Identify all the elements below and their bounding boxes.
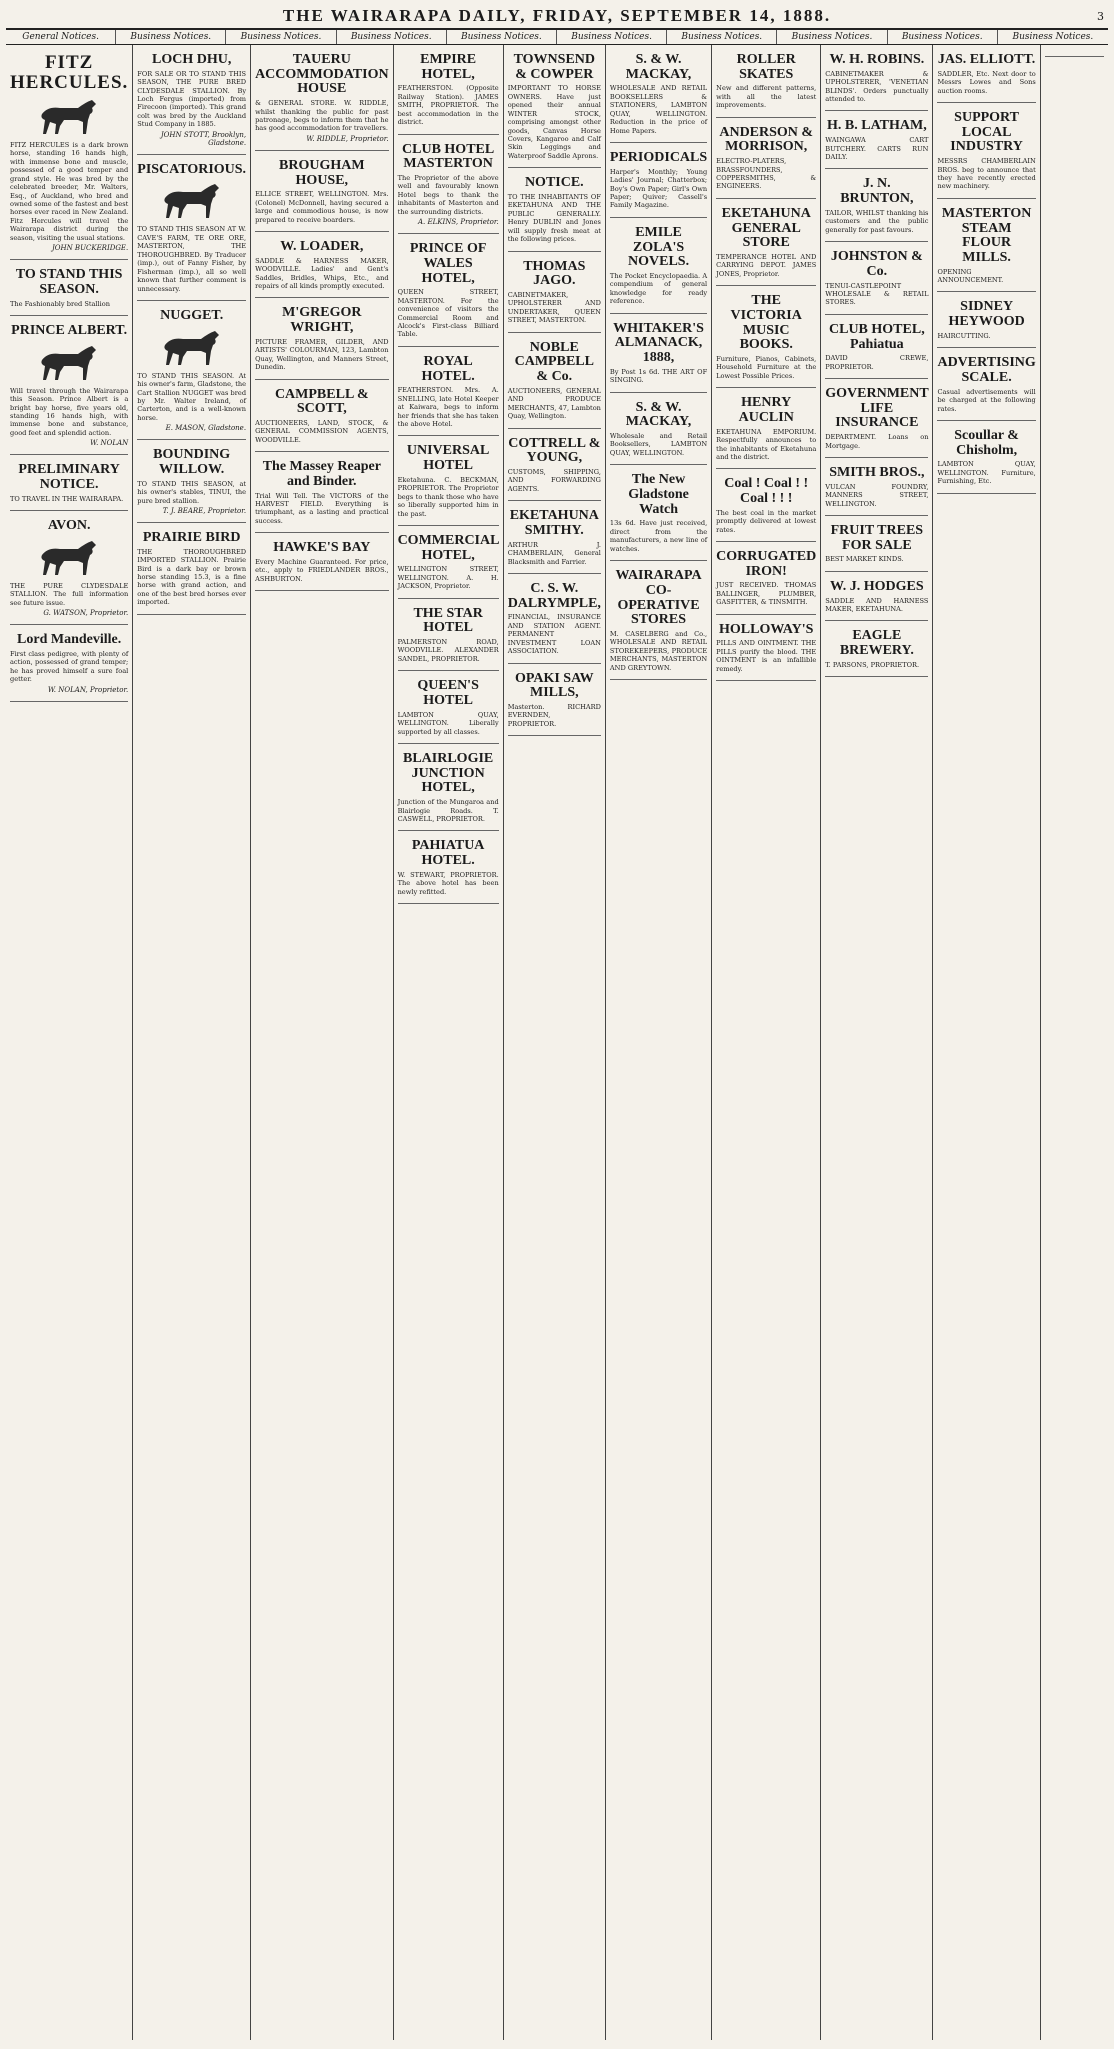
ad-title: PRELIMINARY NOTICE. xyxy=(18,462,120,492)
ad-body: JUST RECEIVED. THOMAS BALLINGER, PLUMBER, GASFITTER, & TINSMITH. xyxy=(716,581,817,607)
ad-title: HOLLOWAY'S xyxy=(719,621,814,637)
advertisement xyxy=(255,301,389,379)
newspaper-column xyxy=(394,45,504,2040)
horse-illustration xyxy=(157,180,227,222)
ad-body: TENUI-CASTLEPOINT WHOLESALE & RETAIL STORES. xyxy=(825,281,929,307)
advertisement xyxy=(825,48,928,111)
newspaper-column xyxy=(504,45,606,2040)
ad-body: PILLS AND OINTMENT. THE PILLS purify the blood. THE OINTMENT is an infallible remedy. xyxy=(716,639,817,673)
ad-body: LAMBTON QUAY, WELLINGTON. Liberally supported by all classes. xyxy=(397,710,499,736)
advertisement xyxy=(255,154,389,232)
advertisement xyxy=(825,172,928,242)
ad-title: CLUB HOTEL, Pahiatua xyxy=(829,321,925,352)
ad-body: DAVID CREWE, PROPRIETOR. xyxy=(825,354,929,371)
ad-title: J. N. BRUNTON, xyxy=(840,176,914,207)
ad-title: SUPPORT LOCAL INDUSTRY xyxy=(950,110,1023,155)
ad-title: SMITH BROS., xyxy=(829,465,925,480)
ad-body: Casual advertisements will be charged at the following rates. xyxy=(937,387,1036,413)
ad-body: Eketahuna. C. BECKMAN, PROPRIETOR. The Proprietor begs to thank those who have so liberally supported him in the past. xyxy=(397,475,499,518)
ad-title: S. & W. MACKAY, xyxy=(625,399,692,430)
ad-title: WAIRARAPA CO-OPERATIVE STORES xyxy=(615,568,702,628)
ad-title: PRINCE ALBERT. xyxy=(11,322,128,338)
ad-title: FRUIT TREES FOR SALE xyxy=(830,523,924,553)
ad-title: EMPIRE HOTEL, xyxy=(420,52,477,82)
ad-title: ANDERSON & MORRISON, xyxy=(719,124,814,155)
ad-body: BEST MARKET KINDS. xyxy=(825,555,904,564)
newspaper-column xyxy=(6,45,133,2040)
ad-signature: W. RIDDLE, Proprietor. xyxy=(306,134,389,143)
ad-signature: A. ELKINS, Proprietor. xyxy=(417,218,499,227)
advertisement xyxy=(10,628,128,701)
ad-title: THOMAS JAGO. xyxy=(523,258,586,289)
ad-title: GOVERNMENT LIFE INSURANCE xyxy=(825,386,929,431)
ad-body: FEATHERSTON. (Opposite Railway Station). JAMES SMITH, PROPRIETOR. The best accommodation in the district. xyxy=(397,84,499,127)
advertisement xyxy=(508,255,601,333)
ad-body: THE PURE CLYDESDALE STALLION. The full information see future issue. xyxy=(10,581,129,607)
advertisement xyxy=(137,304,246,440)
ad-body: MESSRS CHAMBERLAIN BROS. beg to announce that they have recently erected new machinery. xyxy=(937,157,1036,191)
ad-title: TO STAND THIS SEASON. xyxy=(15,267,123,297)
advertisement xyxy=(508,48,601,168)
ad-body: CABINETMAKER & UPHOLSTERER, 'VENETIAN BLINDS'. Orders punctually attended to. xyxy=(825,69,929,103)
horse-illustration xyxy=(34,537,104,579)
ad-signature: JOHN BUCKERIDGE. xyxy=(51,244,129,253)
ad-title: PAHIATUA HOTEL. xyxy=(411,838,485,869)
advertisement xyxy=(825,382,928,458)
advertisement xyxy=(610,396,707,466)
page-number: 3 xyxy=(1097,10,1104,23)
advertisement xyxy=(508,432,601,502)
advertisement xyxy=(610,317,707,393)
advertisement xyxy=(937,424,1035,494)
advertisement xyxy=(10,48,128,260)
newspaper-column xyxy=(133,45,251,2040)
ad-body: PICTURE FRAMER, GILDER, AND ARTISTS' COLOURMAN, 123, Lambton Quay, Wellington, and Manners Street, Dunedin. xyxy=(255,337,389,372)
ad-title: THE VICTORIA MUSIC BOOKS. xyxy=(730,293,802,353)
ad-title: NOTICE. xyxy=(524,175,584,191)
ad-title: BOUNDING WILLOW. xyxy=(153,447,231,477)
advertisement xyxy=(137,158,246,301)
ad-body: QUEEN STREET, MASTERTON. For the convenience of visitors the Commercial Room and Alcock's First-class Billiard Table. xyxy=(397,288,499,339)
advertisement xyxy=(716,121,816,199)
ad-body: Masterton. RICHARD EVERNDEN, PROPRIETOR. xyxy=(507,702,601,728)
advertisement xyxy=(937,295,1035,348)
ad-body: ARTHUR J. CHAMBERLAIN, General Blacksmith and Farrier. xyxy=(507,540,601,566)
newspaper-column xyxy=(821,45,933,2040)
advertisement xyxy=(937,202,1035,293)
horse-illustration xyxy=(34,96,104,138)
ad-title: PRINCE OF WALES HOTEL, xyxy=(409,241,487,286)
advertisement xyxy=(716,618,816,681)
ad-body: ELECTRO-PLATERS, BRASSFOUNDERS, COPPERSMITHS, & ENGINEERS. xyxy=(716,157,817,191)
ad-body: CUSTOMS, SHIPPING, AND FORWARDING AGENTS. xyxy=(507,467,601,493)
column-heading: Business Notices. xyxy=(557,30,667,44)
ad-title: PRAIRIE BIRD xyxy=(142,529,241,545)
advertisement xyxy=(716,202,816,286)
advertisement xyxy=(825,575,928,622)
ad-title: FITZ HERCULES. xyxy=(10,52,129,93)
advertisement xyxy=(398,48,499,135)
ad-body: SADDLER, Etc. Next door to Messrs Lowes and Sons auction rooms. xyxy=(937,69,1036,95)
ad-body: HAIRCUTTING. xyxy=(937,331,991,340)
ad-title: ROYAL HOTEL. xyxy=(421,353,475,384)
ad-body: AUCTIONEERS, GENERAL AND PRODUCE MERCHANTS, 47, Lambton Quay, Wellington. xyxy=(507,386,601,421)
advertisement xyxy=(937,351,1035,421)
advertisement xyxy=(398,747,499,831)
ad-body: & GENERAL STORE. W. RIDDLE, whilst thanking the public for past patronage, begs to inform them that he has good accommodation for travellers. xyxy=(255,99,389,133)
ad-body: IMPORTANT TO HORSE OWNERS. Have just opened their annual WINTER STOCK, comprising amongst other goods, Canvas Horse Covers, Kangaroo and Calf Skin Leggings and Waterproof Saddle Aprons. xyxy=(507,84,601,160)
newspaper-column xyxy=(251,45,394,2040)
ad-title: COTTRELL & YOUNG, xyxy=(508,435,601,466)
ad-title: EKETAHUNA GENERAL STORE xyxy=(721,205,811,251)
ad-body: W. STEWART, PROPRIETOR. The above hotel has been newly refitted. xyxy=(397,870,499,896)
ad-title: NOBLE CAMPBELL & Co. xyxy=(514,339,594,385)
advertisement xyxy=(255,455,389,533)
ad-body: 13s 6d. Have just received, direct from the manufacturers, a new line of watches. xyxy=(609,519,708,553)
ad-body: TO STAND THIS SEASON AT W. CAVE'S FARM, TE ORE ORE, MASTERTON, THE THOROUGHBRED. By Traducer (imp.), out of Fanny Fisher, by Fisherman (imp.), all so well known that further comment is unnecessary. xyxy=(137,225,247,293)
ad-body: FEATHERSTON. Mrs. A. SNELLING, late Hotel Keeper at Kaiwara, begs to inform her friends that she has taken the above Hotel. xyxy=(397,386,499,428)
advertisement xyxy=(255,235,389,298)
advertisement xyxy=(398,350,499,437)
ad-title: THE STAR HOTEL xyxy=(413,605,483,636)
ad-title: EMILE ZOLA'S NOVELS. xyxy=(628,224,690,270)
advertisement xyxy=(716,472,816,542)
ad-body: DEPARTMENT. Loans on Mortgage. xyxy=(825,433,929,450)
ad-body: Harper's Monthly; Young Ladies' Journal; Chatterbox; Boy's Own Paper; Girl's Own Paper; Quiver; Cassell's Family Magazine. xyxy=(609,167,708,210)
ad-title: PERIODICALS xyxy=(609,150,708,165)
column-heading: Business Notices. xyxy=(447,30,557,44)
ad-body: Every Machine Guaranteed. For price, etc., apply to FRIEDLANDER BROS., ASHBURTON. xyxy=(255,558,389,583)
ad-body: Will travel through the Wairarapa this Season. Prince Albert is a bright bay horse, five years old, standing 16 hands high, with immense bone and substance, good feet and splendid action. xyxy=(10,386,129,437)
ad-signature: W. NOLAN, Proprietor. xyxy=(47,685,129,694)
advertisement xyxy=(610,221,707,314)
ad-title: CORRUGATED IRON! xyxy=(716,549,817,579)
ad-title: EAGLE BREWERY. xyxy=(839,628,914,659)
advertisement xyxy=(398,834,499,904)
ad-body: TO STAND THIS SEASON, at his owner's stables, TINUI, the pure bred stallion. xyxy=(137,479,247,505)
advertisement xyxy=(610,48,707,143)
ad-body: EKETAHUNA EMPORIUM. Respectfully announces to the inhabitants of Eketahuna and the district. xyxy=(716,427,817,461)
ad-body: FOR SALE OR TO STAND THIS SEASON, THE PURE BRED CLYDESDALE STALLION. By Loch Fergus (imported) from Firecoon (imported). This grand colt was bred by the Auckland Stud Company in 1885. xyxy=(137,69,247,129)
ad-title: C. S. W. DALRYMPLE, xyxy=(507,580,601,611)
ad-body: LAMBTON QUAY, WELLINGTON. Furniture, Furnishing, Etc. xyxy=(937,460,1036,486)
newspaper-column xyxy=(712,45,821,2040)
advertisement xyxy=(10,319,128,455)
ad-body: T. PARSONS, PROPRIETOR. xyxy=(825,660,920,669)
column-heading: Business Notices. xyxy=(1012,32,1094,42)
ad-body: First class pedigree, with plenty of action, possessed of grand temper; he has proved himself a sure foal getter. xyxy=(10,649,129,684)
column-heading: Business Notices. xyxy=(777,30,887,44)
ad-title: JAS. ELLIOTT. xyxy=(937,52,1036,67)
advertisement xyxy=(398,138,499,235)
advertisement xyxy=(255,48,389,151)
ad-body: Junction of the Mungaroa and Blairlogie Roads. T. CASWELL, PROPRIETOR. xyxy=(397,798,499,823)
newspaper-column xyxy=(933,45,1040,2040)
ad-body: FINANCIAL, INSURANCE AND STATION AGENT. PERMANENT INVESTMENT LOAN ASSOCIATION. xyxy=(507,613,601,656)
ad-body: TEMPERANCE HOTEL AND CARRYING DEPOT. JAMES JONES, Proprietor. xyxy=(716,252,817,278)
ad-title: PISCATORIOUS. xyxy=(137,161,247,177)
ad-body: Trial Will Tell. The VICTORS of the HARVEST FIELD. Everything is triumphant, as a lasting and practical success. xyxy=(255,491,389,525)
advertisement xyxy=(825,114,928,169)
advertisement xyxy=(716,391,816,469)
ad-body: WHOLESALE AND RETAIL BOOKSELLERS & STATIONERS, LAMBTON QUAY, WELLINGTON. Reduction in the price of Home Papers. xyxy=(609,84,708,135)
column-heading: Business Notices. xyxy=(116,30,226,44)
advertisement xyxy=(255,536,389,591)
horse-illustration xyxy=(34,342,104,384)
ad-title: EKETAHUNA SMITHY. xyxy=(509,508,599,538)
ad-title: TAUERU ACCOMMODATION HOUSE xyxy=(255,52,389,97)
ad-body: THE THOROUGHBRED IMPORTED STALLION. Prairie Bird is a dark bay or brown horse standing 15.3, is a fine horse with grand action, and one of the best bred horses ever imported. xyxy=(137,547,247,607)
ad-body: SADDLE & HARNESS MAKER, WOODVILLE. Ladies' and Gent's Saddles, Bridles, Whips, Etc., and repairs of all kinds promptly executed. xyxy=(255,256,389,290)
ad-title: H. B. LATHAM, xyxy=(827,118,927,134)
ad-signature: T. J. BEARE, Proprietor. xyxy=(162,506,247,515)
advertisement xyxy=(825,318,928,379)
column-heading: Business Notices. xyxy=(226,30,336,44)
advertisement xyxy=(610,146,707,218)
newspaper-column xyxy=(1041,45,1108,2040)
advertisement xyxy=(825,245,928,315)
advertisement xyxy=(10,514,128,625)
ad-title: ADVERTISING SCALE. xyxy=(937,355,1036,385)
column-heading: Business Notices. xyxy=(667,30,777,44)
masthead xyxy=(6,4,1108,30)
column-heading: Business Notices. xyxy=(337,30,447,44)
advertisement xyxy=(937,48,1035,103)
newspaper-column xyxy=(606,45,712,2040)
ad-body: ELLICE STREET, WELLINGTON. Mrs. (Colonel) McDonnell, having secured a large and commodious house, is now prepared to receive boarders. xyxy=(255,190,389,224)
advertisement xyxy=(508,667,601,737)
ad-title: MASTERTON STEAM FLOUR MILLS. xyxy=(941,205,1032,265)
ad-title: TOWNSEND & COWPER xyxy=(513,52,596,82)
ad-title: CLUB HOTEL MASTERTON xyxy=(402,141,495,172)
ad-signature: JOHN STOTT, Brooklyn, Gladstone. xyxy=(160,130,247,147)
advertisement xyxy=(255,383,389,453)
ad-title: HAWKE'S BAY xyxy=(273,540,371,556)
ad-title: W. H. ROBINS. xyxy=(829,52,925,67)
ad-title: HENRY AUCLIN xyxy=(738,395,794,425)
ad-title: COMMERCIAL HOTEL, xyxy=(397,532,500,563)
advertisement xyxy=(398,602,499,672)
ad-body: VULCAN FOUNDRY, MANNERS STREET, WELLINGTON. xyxy=(825,482,929,508)
ad-title: BLAIRLOGIE JUNCTION HOTEL, xyxy=(403,751,494,796)
ad-body: SADDLE AND HARNESS MAKER, EKETAHUNA. xyxy=(825,596,929,613)
ad-title: Coal ! Coal ! ! Coal ! ! ! xyxy=(724,476,809,507)
advertisement xyxy=(1045,48,1104,57)
advertisement xyxy=(398,439,499,526)
ad-title: LOCH DHU, xyxy=(151,52,232,67)
ad-title: JOHNSTON & Co. xyxy=(830,249,923,279)
column-headings xyxy=(6,30,1108,45)
advertisement xyxy=(610,468,707,561)
ad-title: W. J. HODGES xyxy=(830,578,924,594)
ad-title: AVON. xyxy=(47,518,91,534)
advertisement xyxy=(937,106,1035,199)
advertisement xyxy=(825,519,928,572)
advertisement xyxy=(508,504,601,574)
ad-body: Furniture, Pianos, Cabinets, Household Furniture at the Lowest Possible Prices. xyxy=(716,354,817,380)
ad-body: By Post 1s 6d. THE ART OF SINGING. xyxy=(609,367,708,385)
ad-body: New and different patterns, with all the latest improvements. xyxy=(716,84,817,110)
ad-title: The Massey Reaper and Binder. xyxy=(262,459,381,489)
ad-body: TAILOR, WHILST thanking his customers and the public generally for past favours. xyxy=(825,208,929,234)
advertisement xyxy=(398,674,499,744)
ad-title: W. LOADER, xyxy=(280,238,364,254)
advertisement xyxy=(508,577,601,664)
ad-title: Lord Mandeville. xyxy=(17,632,122,648)
advertisement xyxy=(508,336,601,429)
columns xyxy=(6,45,1108,2040)
ad-body: TO STAND THIS SEASON. At his owner's farm, Gladstone, the Cart Stallion NUGGET was bred by Mr. Walter Ireland, of Carterton, and is a well-known horse. xyxy=(137,371,247,422)
ad-body: The Pocket Encyclopaedia. A compendium of general knowledge for ready reference. xyxy=(609,271,708,306)
ad-body: FITZ HERCULES is a dark brown horse, standing 16 hands high, with immense bone and muscle, possessed of a good temper and grand style. He was bred by the celebrated breeder, Mr. Walters, Esq., of Auckland, who bred and owned some of the fastest and best horses ever raced in New Zealand. Fitz Hercules will travel the Wairarapa district during the season, visiting the usual stations. xyxy=(10,140,129,242)
ad-body: AUCTIONEERS, LAND, STOCK, & GENERAL COMMISSION AGENTS, WOODVILLE. xyxy=(255,418,389,444)
ad-body: WAINGAWA CART BUTCHERY. CARTS RUN DAILY. xyxy=(825,136,929,161)
masthead-title: THE WAIRARAPA DAILY, FRIDAY, SEPTEMBER 14, 1888. xyxy=(282,6,832,25)
ad-body: Wholesale and Retail Booksellers, LAMBTON QUAY, WELLINGTON. xyxy=(609,432,708,457)
advertisement xyxy=(825,624,928,677)
ad-body: CABINETMAKER, UPHOLSTERER AND UNDERTAKER, QUEEN STREET, MASTERTON. xyxy=(507,291,601,325)
ad-body: OPENING ANNOUNCEMENT. xyxy=(937,267,1004,284)
ad-title: QUEEN'S HOTEL xyxy=(417,678,479,708)
ad-title: ROLLER SKATES xyxy=(736,52,796,82)
ad-body: The Fashionably bred Stallion xyxy=(10,299,110,308)
ad-body: The best coal in the market promptly delivered at lowest rates. xyxy=(716,508,817,534)
advertisement xyxy=(137,443,246,523)
ad-body: TO TRAVEL IN THE WAIRARAPA. xyxy=(10,494,124,503)
advertisement xyxy=(508,171,601,251)
ad-title: SIDNEY HEYWOOD xyxy=(948,299,1025,330)
ad-body: WELLINGTON STREET, WELLINGTON. A. H. JACKSON, Proprietor. xyxy=(397,565,499,591)
advertisement xyxy=(716,289,816,388)
advertisement xyxy=(610,564,707,680)
ad-body: The Proprietor of the above well and favourably known Hotel begs to thank the inhabitants of Masterton and the surrounding districts. xyxy=(397,173,499,216)
ad-title: M'GREGOR WRIGHT, xyxy=(282,305,362,336)
advertisement xyxy=(825,461,928,516)
advertisement xyxy=(398,529,499,599)
ad-title: CAMPBELL & SCOTT, xyxy=(274,386,369,417)
ad-body: PALMERSTON ROAD, WOODVILLE. ALEXANDER SANDEL, PROPRIETOR. xyxy=(397,638,499,663)
ad-title: BROUGHAM HOUSE, xyxy=(279,157,365,188)
ad-signature: G. WATSON, Proprietor. xyxy=(43,609,129,618)
column-heading: General Notices. xyxy=(6,30,116,44)
ad-signature: E. MASON, Gladstone. xyxy=(165,424,247,433)
advertisement xyxy=(10,458,128,511)
ad-title: The New Gladstone Watch xyxy=(628,472,689,517)
ad-title: Scoullar & Chisholm, xyxy=(954,427,1019,458)
ad-title: NUGGET. xyxy=(160,307,224,323)
horse-illustration xyxy=(157,327,227,369)
advertisement xyxy=(716,545,816,615)
column-heading: Business Notices. xyxy=(888,30,998,44)
advertisement xyxy=(716,48,816,118)
advertisement xyxy=(137,48,246,155)
ad-body: M. CASELBERG and Co., WHOLESALE AND RETAIL STOREKEEPERS, PRODUCE MERCHANTS, MASTERTON AND GREYTOWN. xyxy=(609,629,708,672)
ad-signature: W. NOLAN xyxy=(90,439,129,448)
advertisement xyxy=(398,237,499,347)
ad-title: UNIVERSAL HOTEL xyxy=(406,443,490,474)
ad-title: WHITAKER'S ALMANACK, 1888, xyxy=(613,320,704,366)
ad-body: TO THE INHABITANTS OF EKETAHUNA AND THE PUBLIC GENERALLY. Henry DUBLIN and Jones will supply fresh meat at the following prices. xyxy=(507,193,601,244)
ad-title: OPAKI SAW MILLS, xyxy=(514,670,594,701)
ad-title: S. & W. MACKAY, xyxy=(625,52,692,82)
advertisement xyxy=(10,263,128,316)
advertisement xyxy=(137,526,246,615)
